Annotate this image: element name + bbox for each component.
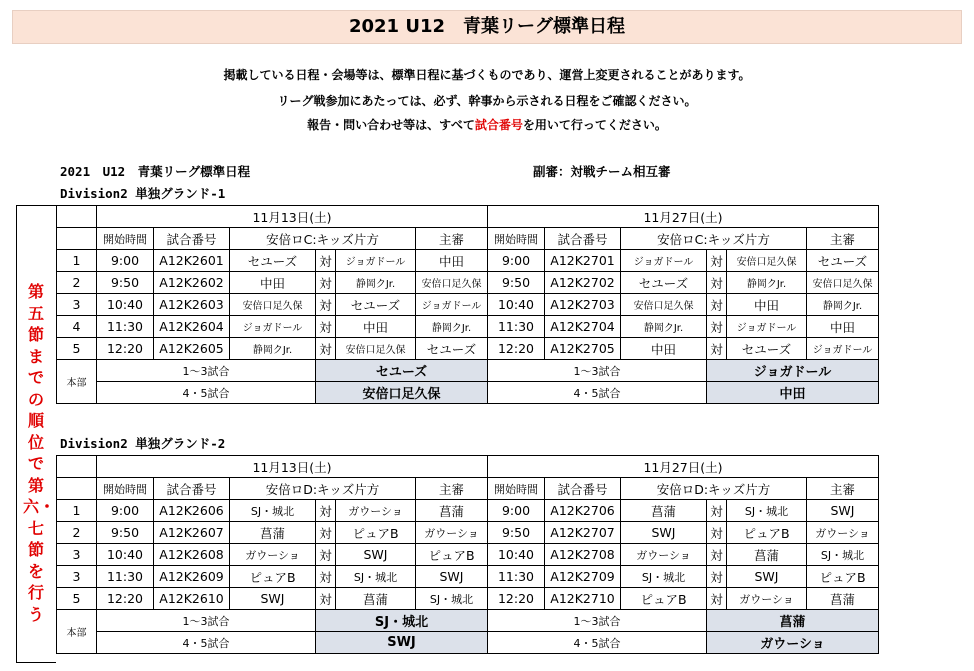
table-row bbox=[57, 500, 879, 522]
honbu-team-right: 中田 bbox=[707, 382, 879, 404]
game-number: 4 bbox=[57, 316, 97, 338]
notice-line-3-post: を用いて行ってください。 bbox=[522, 118, 667, 132]
honbu-games-label: 4・5試合 bbox=[97, 382, 316, 404]
away-team: ピュアB bbox=[727, 522, 807, 544]
vs-label: 対 bbox=[316, 316, 336, 338]
away-team: SWJ bbox=[727, 566, 807, 588]
away-team: 安倍口足久保 bbox=[336, 338, 416, 360]
start-time: 9:50 bbox=[488, 522, 545, 544]
match-id: A12K2601 bbox=[154, 250, 230, 272]
match-no-header: 試合番号 bbox=[545, 228, 621, 250]
away-team: 静岡クJr. bbox=[336, 272, 416, 294]
vs-label: 対 bbox=[316, 294, 336, 316]
start-time: 9:50 bbox=[97, 522, 154, 544]
match-id: A12K2605 bbox=[154, 338, 230, 360]
start-time: 11:30 bbox=[488, 566, 545, 588]
home-team: SJ・城北 bbox=[621, 566, 707, 588]
match-id: A12K2603 bbox=[154, 294, 230, 316]
honbu-games-label: 1～3試合 bbox=[488, 360, 707, 382]
match-id: A12K2604 bbox=[154, 316, 230, 338]
match-id: A12K2704 bbox=[545, 316, 621, 338]
referee-team: ピュアB bbox=[416, 544, 488, 566]
home-team: SWJ bbox=[230, 588, 316, 610]
honbu-games-label: 1～3試合 bbox=[97, 360, 316, 382]
venue-header: 安倍ロC:キッズ片方 bbox=[621, 228, 807, 250]
away-team: ガウーショ bbox=[727, 588, 807, 610]
referee-team: ピュアB bbox=[807, 566, 879, 588]
home-team: SJ・城北 bbox=[230, 500, 316, 522]
referee-header: 主審 bbox=[416, 478, 488, 500]
start-time: 9:00 bbox=[97, 250, 154, 272]
game-number: 1 bbox=[57, 250, 97, 272]
start-time-header: 開始時間 bbox=[488, 228, 545, 250]
start-time: 11:30 bbox=[97, 566, 154, 588]
referee-team: ガウーショ bbox=[807, 522, 879, 544]
away-team: SJ・城北 bbox=[336, 566, 416, 588]
honbu-team-left: SWJ bbox=[316, 632, 488, 654]
game-number: 2 bbox=[57, 522, 97, 544]
header-blank bbox=[57, 228, 97, 250]
referee-team: 菖蒲 bbox=[416, 500, 488, 522]
vs-label: 対 bbox=[316, 338, 336, 360]
vs-label: 対 bbox=[707, 566, 727, 588]
vs-label: 対 bbox=[707, 272, 727, 294]
honbu-games-label: 4・5試合 bbox=[488, 632, 707, 654]
match-id: A12K2702 bbox=[545, 272, 621, 294]
vs-label: 対 bbox=[707, 544, 727, 566]
vs-label: 対 bbox=[316, 566, 336, 588]
schedule-subtitle: 2021 U12 青葉リーグ標準日程 bbox=[60, 164, 251, 179]
notice-line-1: 掲載している日程・会場等は、標準日程に基づくものであり、運営上変更されることがあります。 bbox=[223, 68, 751, 82]
honbu-games-label: 4・5試合 bbox=[97, 632, 316, 654]
away-team: ジョガドール bbox=[336, 250, 416, 272]
start-time: 10:40 bbox=[97, 294, 154, 316]
vs-label: 対 bbox=[707, 588, 727, 610]
corner-cell bbox=[57, 206, 97, 228]
referee-team: SWJ bbox=[807, 500, 879, 522]
referee-team: セユーズ bbox=[416, 338, 488, 360]
vs-label: 対 bbox=[316, 500, 336, 522]
referee-team: 安倍口足久保 bbox=[807, 272, 879, 294]
vertical-note: 第五節までの順位で第六・七節を行う bbox=[23, 282, 56, 624]
away-team: 中田 bbox=[727, 294, 807, 316]
away-team: 安倍口足久保 bbox=[727, 250, 807, 272]
honbu-team-right: ジョガドール bbox=[707, 360, 879, 382]
match-id: A12K2608 bbox=[154, 544, 230, 566]
match-id: A12K2705 bbox=[545, 338, 621, 360]
match-id: A12K2707 bbox=[545, 522, 621, 544]
table-row bbox=[57, 294, 879, 316]
schedule-table bbox=[56, 205, 879, 404]
match-id: A12K2710 bbox=[545, 588, 621, 610]
vs-label: 対 bbox=[707, 250, 727, 272]
away-team: 菖蒲 bbox=[727, 544, 807, 566]
home-team: ピュアB bbox=[230, 566, 316, 588]
start-time: 9:50 bbox=[488, 272, 545, 294]
home-team: SWJ bbox=[621, 522, 707, 544]
away-team: ジョガドール bbox=[727, 316, 807, 338]
start-time: 10:40 bbox=[488, 294, 545, 316]
venue-header: 安倍ロD:キッズ片方 bbox=[621, 478, 807, 500]
header-blank bbox=[57, 478, 97, 500]
notice-line-3 bbox=[0, 116, 974, 133]
away-team: セユーズ bbox=[336, 294, 416, 316]
home-team: ガウーショ bbox=[230, 544, 316, 566]
game-number: 1 bbox=[57, 500, 97, 522]
vs-label: 対 bbox=[316, 522, 336, 544]
home-team: 静岡クJr. bbox=[230, 338, 316, 360]
home-team: ガウーショ bbox=[621, 544, 707, 566]
start-time: 9:00 bbox=[97, 500, 154, 522]
vs-label: 対 bbox=[316, 588, 336, 610]
honbu-label: 本部 bbox=[57, 360, 97, 404]
referee-team: 静岡クJr. bbox=[416, 316, 488, 338]
start-time: 9:00 bbox=[488, 250, 545, 272]
referee-team: 安倍口足久保 bbox=[416, 272, 488, 294]
game-number: 5 bbox=[57, 338, 97, 360]
home-team: ジョガドール bbox=[621, 250, 707, 272]
home-team: 菖蒲 bbox=[230, 522, 316, 544]
vs-label: 対 bbox=[707, 522, 727, 544]
table-row bbox=[57, 316, 879, 338]
vs-label: 対 bbox=[707, 338, 727, 360]
referee-team: ジョガドール bbox=[416, 294, 488, 316]
referee-team: 菖蒲 bbox=[807, 588, 879, 610]
notice-line-3-pre: 報告・問い合わせ等は、すべて bbox=[307, 118, 475, 132]
vs-label: 対 bbox=[707, 294, 727, 316]
match-id: A12K2607 bbox=[154, 522, 230, 544]
honbu-label: 本部 bbox=[57, 610, 97, 654]
match-no-header: 試合番号 bbox=[545, 478, 621, 500]
table-row bbox=[57, 544, 879, 566]
home-team: 中田 bbox=[230, 272, 316, 294]
game-number: 3 bbox=[57, 294, 97, 316]
away-team: ガウーショ bbox=[336, 500, 416, 522]
vs-label: 対 bbox=[316, 250, 336, 272]
honbu-games-label: 4・5試合 bbox=[488, 382, 707, 404]
away-team: 静岡クJr. bbox=[727, 272, 807, 294]
schedule-table bbox=[56, 455, 879, 654]
referee-header: 主審 bbox=[807, 478, 879, 500]
honbu-team-left: 安倍口足久保 bbox=[316, 382, 488, 404]
table-row bbox=[57, 272, 879, 294]
date-header-left: 11月13日(土) bbox=[97, 206, 488, 228]
venue-header: 安倍ロD:キッズ片方 bbox=[230, 478, 416, 500]
start-time: 12:20 bbox=[97, 338, 154, 360]
match-id: A12K2602 bbox=[154, 272, 230, 294]
vs-label: 対 bbox=[316, 544, 336, 566]
start-time: 12:20 bbox=[488, 588, 545, 610]
game-number: 2 bbox=[57, 272, 97, 294]
honbu-team-right: ガウーショ bbox=[707, 632, 879, 654]
referee-team: 静岡クJr. bbox=[807, 294, 879, 316]
match-no-header: 試合番号 bbox=[154, 228, 230, 250]
referee-team: SJ・城北 bbox=[416, 588, 488, 610]
home-team: ジョガドール bbox=[230, 316, 316, 338]
match-id: A12K2708 bbox=[545, 544, 621, 566]
referee-team: 中田 bbox=[416, 250, 488, 272]
vs-label: 対 bbox=[707, 500, 727, 522]
table-row bbox=[57, 250, 879, 272]
division-1-title: Division2 単独グランド-1 bbox=[60, 186, 226, 201]
start-time: 12:20 bbox=[97, 588, 154, 610]
vs-label: 対 bbox=[316, 272, 336, 294]
home-team: 中田 bbox=[621, 338, 707, 360]
start-time: 9:50 bbox=[97, 272, 154, 294]
date-header-left: 11月13日(土) bbox=[97, 456, 488, 478]
start-time: 9:00 bbox=[488, 500, 545, 522]
notice-match-number-highlight: 試合番号 bbox=[474, 118, 523, 132]
honbu-team-right: 菖蒲 bbox=[707, 610, 879, 632]
start-time: 10:40 bbox=[97, 544, 154, 566]
start-time: 11:30 bbox=[488, 316, 545, 338]
game-number: 3 bbox=[57, 566, 97, 588]
home-team: セユーズ bbox=[230, 250, 316, 272]
home-team: 安倍口足久保 bbox=[621, 294, 707, 316]
table-row bbox=[57, 588, 879, 610]
honbu-games-label: 1～3試合 bbox=[97, 610, 316, 632]
match-no-header: 試合番号 bbox=[154, 478, 230, 500]
start-time-header: 開始時間 bbox=[97, 228, 154, 250]
page-title: 2021 U12 青葉リーグ標準日程 bbox=[12, 10, 962, 44]
honbu-games-label: 1～3試合 bbox=[488, 610, 707, 632]
sub-referee-note: 副審：対戦チーム相互審 bbox=[533, 164, 671, 179]
referee-team: ジョガドール bbox=[807, 338, 879, 360]
away-team: SJ・城北 bbox=[727, 500, 807, 522]
away-team: ピュアB bbox=[336, 522, 416, 544]
start-time-header: 開始時間 bbox=[97, 478, 154, 500]
match-id: A12K2701 bbox=[545, 250, 621, 272]
match-id: A12K2609 bbox=[154, 566, 230, 588]
match-id: A12K2709 bbox=[545, 566, 621, 588]
start-time: 12:20 bbox=[488, 338, 545, 360]
referee-header: 主審 bbox=[807, 228, 879, 250]
date-header-right: 11月27日(土) bbox=[488, 206, 879, 228]
start-time: 10:40 bbox=[488, 544, 545, 566]
home-team: セユーズ bbox=[621, 272, 707, 294]
table-row bbox=[57, 338, 879, 360]
away-team: 菖蒲 bbox=[336, 588, 416, 610]
match-id: A12K2606 bbox=[154, 500, 230, 522]
start-time-header: 開始時間 bbox=[488, 478, 545, 500]
match-id: A12K2706 bbox=[545, 500, 621, 522]
away-team: セユーズ bbox=[727, 338, 807, 360]
home-team: 菖蒲 bbox=[621, 500, 707, 522]
game-number: 3 bbox=[57, 544, 97, 566]
home-team: 静岡クJr. bbox=[621, 316, 707, 338]
corner-cell bbox=[57, 456, 97, 478]
referee-team: ガウーショ bbox=[416, 522, 488, 544]
match-id: A12K2610 bbox=[154, 588, 230, 610]
referee-header: 主審 bbox=[416, 228, 488, 250]
notice-line-2: リーグ戦参加にあたっては、必ず、幹事から示される日程をご確認ください。 bbox=[277, 94, 697, 108]
home-team: ピュアB bbox=[621, 588, 707, 610]
start-time: 11:30 bbox=[97, 316, 154, 338]
game-number: 5 bbox=[57, 588, 97, 610]
away-team: SWJ bbox=[336, 544, 416, 566]
home-team: 安倍口足久保 bbox=[230, 294, 316, 316]
honbu-team-left: セユーズ bbox=[316, 360, 488, 382]
vertical-note-box bbox=[16, 205, 56, 663]
referee-team: セユーズ bbox=[807, 250, 879, 272]
referee-team: 中田 bbox=[807, 316, 879, 338]
referee-team: SJ・城北 bbox=[807, 544, 879, 566]
honbu-team-left: SJ・城北 bbox=[316, 610, 488, 632]
date-header-right: 11月27日(土) bbox=[488, 456, 879, 478]
venue-header: 安倍ロC:キッズ片方 bbox=[230, 228, 416, 250]
table-row bbox=[57, 566, 879, 588]
vs-label: 対 bbox=[707, 316, 727, 338]
table-row bbox=[57, 522, 879, 544]
away-team: 中田 bbox=[336, 316, 416, 338]
referee-team: SWJ bbox=[416, 566, 488, 588]
division-2-title: Division2 単独グランド-2 bbox=[60, 436, 226, 451]
match-id: A12K2703 bbox=[545, 294, 621, 316]
